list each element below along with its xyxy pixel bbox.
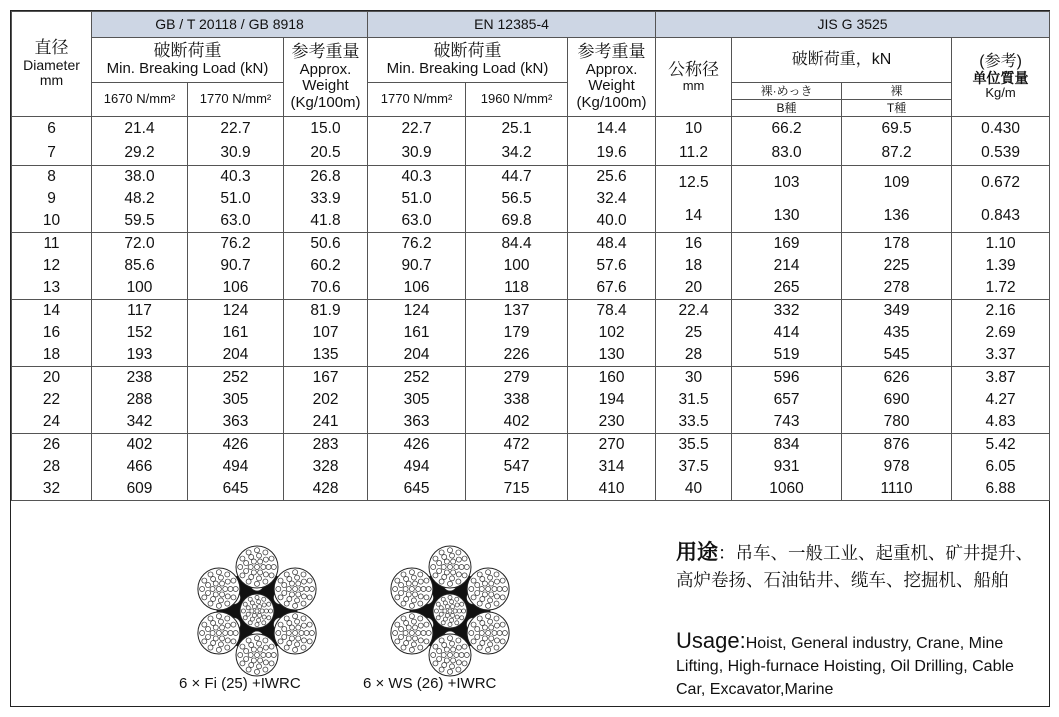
gb-weight-cell: [284, 434, 368, 501]
diameter-cell: [12, 300, 92, 367]
gb-1670-value: 38.0: [124, 168, 155, 186]
rope-label-ws26: 6 × WS (26) +IWRC: [363, 675, 497, 692]
jis-weight-cell: [952, 300, 1050, 367]
en-1770-value: 51.0: [401, 190, 432, 208]
gb-1670-cell: [92, 367, 188, 434]
en-1770-value: 645: [403, 480, 430, 498]
jis-b-grade: 裸·めっき B種: [732, 83, 842, 117]
jis-b-value: 931: [773, 458, 800, 476]
gb-weight-cell: [284, 117, 368, 166]
diameter-value: 11: [43, 235, 60, 253]
jis-nominal-header: 公称径 mm: [656, 38, 732, 117]
en-1770-value: 76.2: [401, 235, 432, 253]
gb-1670-value: 85.6: [124, 257, 155, 275]
jis-weight-value: 0.539: [981, 144, 1020, 162]
en-1770-value: 426: [403, 436, 430, 454]
en-1770-value: 305: [403, 391, 430, 409]
jis-diameter-value: 37.5: [678, 458, 709, 476]
jis-t-value: 626: [883, 369, 910, 387]
en-1770-value: 22.7: [401, 120, 432, 138]
diameter-value: 8: [47, 168, 56, 186]
jis-t-cell: [842, 166, 952, 233]
diameter-value: 22: [42, 391, 61, 409]
jis-t-value: 1110: [880, 480, 913, 498]
diameter-cell: [12, 117, 92, 166]
gb-weight-value: 81.9: [310, 302, 341, 320]
diameter-value: 14: [42, 302, 61, 320]
en-grade-1960: 1960 N/mm²: [466, 83, 568, 117]
jis-t-value: 87.2: [881, 144, 912, 162]
en-1770-cell: [368, 300, 466, 367]
jis-weight-cell: [952, 166, 1050, 233]
jis-t-value: 225: [883, 257, 910, 275]
gb-1770-value: 30.9: [220, 144, 251, 162]
gb-weight-value: 70.6: [310, 279, 341, 297]
table-row-group: [12, 117, 1050, 166]
gb-weight-value: 50.6: [310, 235, 341, 253]
en-1770-value: 252: [403, 369, 430, 387]
jis-b-value: 596: [773, 369, 800, 387]
en-1770-value: 90.7: [401, 257, 432, 275]
jis-t-value: 349: [883, 302, 910, 320]
jis-diameter-value: 14: [684, 206, 703, 224]
en-1960-cell: [466, 367, 568, 434]
en-1770-value: 363: [403, 413, 430, 431]
jis-weight-value: 4.27: [985, 391, 1016, 409]
en-1960-value: 402: [503, 413, 530, 431]
gb-1670-value: 21.4: [124, 120, 155, 138]
diameter-value: 26: [42, 436, 61, 454]
gb-weight-cell: [284, 367, 368, 434]
en-weight-cell: [568, 117, 656, 166]
gb-standard-header: GB / T 20118 / GB 8918: [92, 12, 368, 38]
gb-weight-cell: [284, 300, 368, 367]
jis-weight-value: 1.39: [985, 257, 1016, 275]
diameter-value: 28: [42, 458, 61, 476]
usage-zh: [676, 539, 1036, 594]
gb-1770-value: 22.7: [220, 120, 251, 138]
jis-weight-value: 0.843: [981, 206, 1020, 224]
en-1960-value: 84.4: [501, 235, 532, 253]
usage-en-text: Hoist, General industry, Crane, Mine Lifting, High-furnace Hoisting, Oil Drilling, Cable Car, Excavator,Marine: [676, 635, 1014, 698]
gb-1770-cell: [188, 233, 284, 300]
jis-weight-value: 2.16: [985, 302, 1016, 320]
gb-1670-value: 59.5: [124, 212, 155, 230]
gb-1770-value: 204: [222, 346, 249, 364]
gb-1770-value: 124: [222, 302, 249, 320]
usage-zh-title: 用途: [676, 541, 718, 564]
jis-b-cell: [732, 233, 842, 300]
jis-diameter-value: 40: [684, 480, 703, 498]
jis-weight-value: 0.672: [981, 173, 1020, 191]
jis-weight-value: 6.88: [985, 480, 1016, 498]
jis-weight-value: 2.69: [985, 324, 1016, 342]
jis-t-value: 545: [883, 346, 910, 364]
jis-b-cell: [732, 166, 842, 233]
jis-t-value: 109: [883, 173, 910, 191]
jis-t-value: 136: [883, 206, 910, 224]
diameter-value: 20: [42, 369, 61, 387]
gb-1770-value: 494: [222, 458, 249, 476]
jis-b-value: 519: [773, 346, 800, 364]
gb-1770-value: 51.0: [220, 190, 251, 208]
en-1960-value: 472: [503, 436, 530, 454]
gb-weight-value: 20.5: [310, 144, 341, 162]
gb-breaking-header: 破断荷重 Min. Breaking Load (kN): [92, 38, 284, 83]
en-1770-value: 494: [403, 458, 430, 476]
diameter-header: 直径 Diameter mm: [12, 12, 92, 117]
jis-t-cell: [842, 434, 952, 501]
diameter-value: 18: [42, 346, 61, 364]
en-standard-header: EN 12385-4: [368, 12, 656, 38]
jis-diameter-value: 16: [684, 235, 703, 253]
jis-b-value: 214: [773, 257, 800, 275]
jis-b-value: 657: [773, 391, 800, 409]
gb-1770-value: 305: [222, 391, 249, 409]
jis-t-cell: [842, 367, 952, 434]
gb-1670-value: 466: [126, 458, 153, 476]
en-weight-cell: [568, 166, 656, 233]
en-weight-value: 67.6: [596, 279, 627, 297]
gb-weight-value: 328: [312, 458, 339, 476]
jis-weight-cell: [952, 367, 1050, 434]
jis-standard-header: JIS G 3525: [656, 12, 1050, 38]
en-1960-value: 715: [503, 480, 530, 498]
jis-b-value: 130: [773, 206, 800, 224]
en-breaking-header: 破断荷重 Min. Breaking Load (kN): [368, 38, 568, 83]
en-weight-value: 32.4: [596, 190, 627, 208]
gb-1770-value: 106: [222, 279, 249, 297]
gb-1670-value: 152: [126, 324, 153, 342]
gb-1670-value: 609: [126, 480, 153, 498]
jis-diameter-value: 33.5: [678, 413, 709, 431]
jis-weight-value: 0.430: [981, 120, 1020, 138]
diameter-value: 16: [42, 324, 61, 342]
en-1770-value: 124: [403, 302, 430, 320]
gb-1770-value: 90.7: [220, 257, 251, 275]
jis-t-value: 178: [883, 235, 910, 253]
en-1960-value: 56.5: [501, 190, 532, 208]
gb-weight-value: 283: [312, 436, 339, 454]
jis-t-cell: [842, 233, 952, 300]
gb-weight-value: 60.2: [310, 257, 341, 275]
table-row-group: [12, 300, 1050, 367]
en-weight-cell: [568, 434, 656, 501]
en-1770-value: 63.0: [401, 212, 432, 230]
jis-weight-value: 4.83: [985, 413, 1016, 431]
gb-1670-value: 402: [126, 436, 153, 454]
gb-1670-value: 100: [126, 279, 153, 297]
table-row-group: [12, 367, 1050, 434]
diameter-value: 13: [42, 279, 61, 297]
jis-t-grade: 裸 T種: [842, 83, 952, 117]
jis-breaking-header: 破断荷重，kN: [732, 38, 952, 83]
jis-diameter-cell: [656, 300, 732, 367]
en-1960-value: 547: [503, 458, 530, 476]
jis-diameter-value: 35.5: [678, 436, 709, 454]
rope-label-fi25: 6 × Fi (25) +IWRC: [179, 675, 301, 692]
gb-1670-cell: [92, 117, 188, 166]
en-weight-value: 25.6: [596, 168, 627, 186]
en-1960-value: 44.7: [501, 168, 532, 186]
gb-weight-value: 26.8: [310, 168, 341, 186]
en-weight-cell: [568, 300, 656, 367]
jis-diameter-value: 28: [684, 346, 703, 364]
table-row-group: [12, 434, 1050, 501]
en-weight-cell: [568, 367, 656, 434]
en-1960-cell: [466, 300, 568, 367]
jis-weight-value: 6.05: [985, 458, 1016, 476]
gb-1770-cell: [188, 434, 284, 501]
gb-1670-cell: [92, 434, 188, 501]
jis-diameter-value: 25: [684, 324, 703, 342]
jis-t-value: 69.5: [881, 120, 912, 138]
jis-b-value: 66.2: [771, 120, 802, 138]
gb-1770-value: 645: [222, 480, 249, 498]
gb-1670-cell: [92, 300, 188, 367]
en-weight-header: 参考重量 Approx. Weight (Kg/100m): [568, 38, 656, 117]
jis-b-value: 834: [773, 436, 800, 454]
jis-t-cell: [842, 300, 952, 367]
en-weight-value: 130: [598, 346, 625, 364]
jis-b-cell: [732, 434, 842, 501]
jis-t-value: 780: [883, 413, 910, 431]
diameter-cell: [12, 434, 92, 501]
gb-1770-value: 426: [222, 436, 249, 454]
table-row-group: [12, 166, 1050, 233]
jis-b-value: 169: [773, 235, 800, 253]
en-1960-value: 179: [503, 324, 530, 342]
jis-weight-value: 1.72: [985, 279, 1016, 297]
en-1770-cell: [368, 434, 466, 501]
gb-1770-value: 161: [222, 324, 249, 342]
jis-b-cell: [732, 367, 842, 434]
jis-t-value: 278: [883, 279, 910, 297]
jis-weight-cell: [952, 434, 1050, 501]
jis-diameter-value: 18: [684, 257, 703, 275]
jis-diameter-cell: [656, 367, 732, 434]
jis-weight-value: 5.42: [985, 436, 1016, 454]
en-1770-value: 40.3: [401, 168, 432, 186]
spec-table: [11, 11, 1050, 501]
jis-t-value: 876: [883, 436, 910, 454]
usage-zh-text: ：吊车、一般工业、起重机、矿井提升、高炉卷扬、石油钻井、缆车、挖掘机、船舶: [676, 543, 1033, 590]
diameter-value: 9: [47, 190, 56, 208]
jis-b-value: 1060: [769, 480, 804, 498]
gb-1670-value: 342: [126, 413, 153, 431]
gb-1670-value: 72.0: [124, 235, 155, 253]
gb-weight-value: 428: [312, 480, 339, 498]
en-weight-value: 57.6: [596, 257, 627, 275]
en-weight-value: 160: [598, 369, 625, 387]
gb-weight-header: 参考重量 Approx. Weight (Kg/100m): [284, 38, 368, 117]
gb-weight-value: 135: [312, 346, 339, 364]
jis-diameter-value: 10: [684, 120, 703, 138]
en-1960-cell: [466, 434, 568, 501]
diameter-value: 7: [47, 144, 56, 162]
en-weight-value: 78.4: [596, 302, 627, 320]
jis-diameter-cell: [656, 434, 732, 501]
en-1770-value: 161: [403, 324, 430, 342]
jis-diameter-value: 30: [684, 369, 703, 387]
gb-1770-value: 63.0: [220, 212, 251, 230]
jis-diameter-cell: [656, 233, 732, 300]
en-1960-value: 279: [503, 369, 530, 387]
en-grade-1770: 1770 N/mm²: [368, 83, 466, 117]
gb-1670-value: 238: [126, 369, 153, 387]
en-weight-value: 270: [598, 436, 625, 454]
en-1960-value: 34.2: [501, 144, 532, 162]
en-1960-value: 137: [503, 302, 530, 320]
jis-b-value: 414: [773, 324, 800, 342]
en-1960-value: 118: [504, 279, 529, 297]
en-weight-value: 14.4: [596, 120, 627, 138]
rope-section-fi25-image: [191, 545, 323, 677]
jis-diameter-value: 11.2: [679, 144, 709, 162]
table-row-group: [12, 233, 1050, 300]
gb-1670-cell: [92, 166, 188, 233]
en-1770-value: 204: [403, 346, 430, 364]
en-weight-cell: [568, 233, 656, 300]
en-weight-value: 102: [598, 324, 625, 342]
jis-weight-header: (参考) 单位質量 Kg/m: [952, 38, 1050, 117]
jis-diameter-cell: [656, 117, 732, 166]
en-1770-cell: [368, 166, 466, 233]
jis-diameter-cell: [656, 166, 732, 233]
en-1960-cell: [466, 117, 568, 166]
jis-weight-value: 1.10: [985, 235, 1016, 253]
en-1770-value: 106: [403, 279, 430, 297]
jis-t-value: 690: [883, 391, 910, 409]
gb-weight-value: 41.8: [310, 212, 341, 230]
jis-b-value: 265: [773, 279, 800, 297]
gb-weight-value: 33.9: [310, 190, 341, 208]
gb-weight-value: 241: [312, 413, 339, 431]
jis-b-value: 103: [773, 173, 800, 191]
jis-b-value: 743: [773, 413, 800, 431]
jis-b-cell: [732, 117, 842, 166]
gb-weight-value: 15.0: [310, 120, 341, 138]
en-1960-cell: [466, 233, 568, 300]
gb-1770-value: 252: [222, 369, 249, 387]
en-1960-value: 69.8: [501, 212, 532, 230]
spec-sheet: [10, 10, 1050, 707]
en-1960-value: 338: [503, 391, 530, 409]
diameter-value: 10: [42, 212, 61, 230]
gb-weight-cell: [284, 166, 368, 233]
jis-b-cell: [732, 300, 842, 367]
jis-weight-value: 3.87: [985, 369, 1016, 387]
gb-1670-value: 48.2: [124, 190, 155, 208]
usage-en: [676, 629, 1041, 701]
diameter-value: 32: [42, 480, 61, 498]
gb-weight-cell: [284, 233, 368, 300]
gb-1670-cell: [92, 233, 188, 300]
bottom-section: [11, 525, 1049, 706]
gb-1770-cell: [188, 117, 284, 166]
gb-1770-value: 40.3: [220, 168, 251, 186]
gb-1670-value: 193: [126, 346, 153, 364]
en-weight-value: 230: [598, 413, 625, 431]
diameter-value: 24: [42, 413, 61, 431]
diameter-cell: [12, 367, 92, 434]
jis-diameter-value: 22.4: [678, 302, 709, 320]
diameter-value: 6: [47, 120, 56, 138]
jis-weight-value: 3.37: [985, 346, 1016, 364]
rope-section-ws26-image: [384, 545, 516, 677]
gb-grade-1670: 1670 N/mm²: [92, 83, 188, 117]
en-weight-value: 194: [598, 391, 625, 409]
en-1770-value: 30.9: [401, 144, 432, 162]
gb-1670-value: 29.2: [124, 144, 155, 162]
jis-weight-cell: [952, 117, 1050, 166]
spec-table-body: [12, 117, 1050, 501]
jis-b-value: 332: [773, 302, 800, 320]
gb-1670-value: 117: [127, 302, 152, 320]
gb-1670-value: 288: [126, 391, 153, 409]
en-1960-value: 25.1: [501, 120, 532, 138]
en-1960-value: 100: [503, 257, 530, 275]
en-1770-cell: [368, 233, 466, 300]
en-weight-value: 314: [598, 458, 625, 476]
jis-diameter-value: 20: [684, 279, 703, 297]
diameter-value: 12: [42, 257, 61, 275]
gb-weight-value: 107: [312, 324, 339, 342]
en-1770-cell: [368, 367, 466, 434]
jis-b-value: 83.0: [771, 144, 802, 162]
en-1770-cell: [368, 117, 466, 166]
diameter-cell: [12, 233, 92, 300]
en-1960-cell: [466, 166, 568, 233]
en-weight-value: 19.6: [596, 144, 627, 162]
jis-weight-cell: [952, 233, 1050, 300]
jis-t-value: 978: [883, 458, 910, 476]
diameter-cell: [12, 166, 92, 233]
en-weight-value: 48.4: [596, 235, 627, 253]
gb-weight-value: 167: [312, 369, 339, 387]
jis-diameter-value: 31.5: [678, 391, 709, 409]
en-weight-value: 40.0: [596, 212, 627, 230]
gb-weight-value: 202: [312, 391, 339, 409]
gb-1770-cell: [188, 300, 284, 367]
en-1960-value: 226: [503, 346, 530, 364]
gb-grade-1770: 1770 N/mm²: [188, 83, 284, 117]
gb-1770-value: 76.2: [220, 235, 251, 253]
jis-t-value: 435: [883, 324, 910, 342]
gb-1770-cell: [188, 166, 284, 233]
gb-1770-cell: [188, 367, 284, 434]
gb-1770-value: 363: [222, 413, 249, 431]
usage-en-title: Usage:: [676, 628, 746, 653]
jis-t-cell: [842, 117, 952, 166]
en-weight-value: 410: [598, 480, 625, 498]
jis-diameter-value: 12.5: [678, 173, 709, 191]
